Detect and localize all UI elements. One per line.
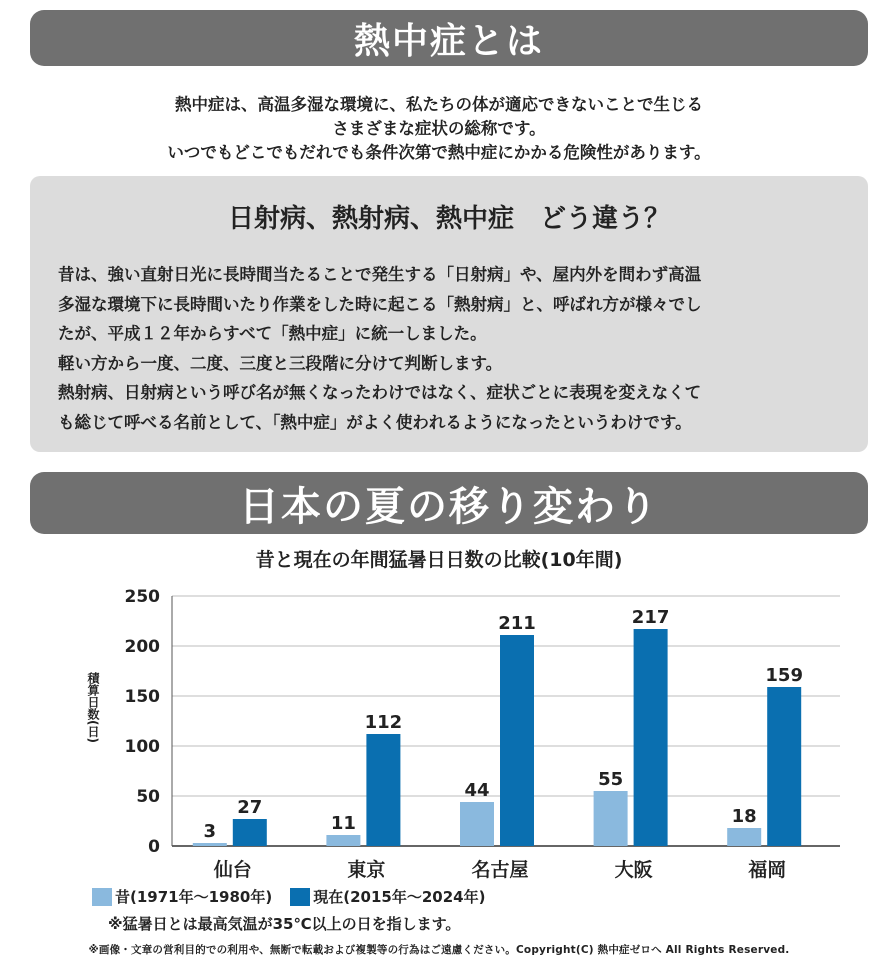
- bar-past: [326, 835, 360, 846]
- x-tick-label: 福岡: [748, 859, 787, 881]
- data-label: 3: [203, 821, 217, 842]
- data-label: 27: [237, 797, 263, 818]
- y-axis-label: 積算日数(日): [86, 672, 100, 743]
- info-box-title: 日射病、熱射病、熱中症 どう違う？: [227, 204, 670, 234]
- chart-legend: [92, 886, 503, 907]
- legend-label-present: 現在(2015年〜2024年): [313, 888, 486, 906]
- y-tick-label: 200: [124, 637, 160, 657]
- bar-present: [366, 734, 400, 846]
- legend-swatch-past: [92, 888, 112, 906]
- footnote: ※猛暑日とは最高気温が35℃以上の日を指します。: [108, 915, 461, 933]
- bar-past: [460, 802, 494, 846]
- x-tick-label: 大阪: [614, 859, 653, 881]
- data-label: 217: [631, 607, 670, 628]
- bar-present: [233, 819, 267, 846]
- y-tick-label: 0: [148, 837, 160, 857]
- x-tick-label: 東京: [347, 859, 386, 881]
- info-line: 多湿な環境下に長時間いたり作業をした時に起こる「熱射病」と、呼ばれ方が様々でし: [58, 294, 702, 314]
- info-line: 昔は、強い直射日光に長時間当たることで発生する「日射病」や、屋内外を問わず高温: [58, 265, 702, 284]
- bar-past: [727, 828, 761, 846]
- copyright: ※画像・文章の営利目的での利用や、無断で転載および複製等の行為はご遠慮ください。Copyright(C) 熱中症ゼロへ All Rights Reserved.: [88, 944, 790, 956]
- legend-swatch-present: [290, 888, 310, 906]
- data-label: 112: [364, 712, 403, 733]
- legend-item-past: [92, 886, 272, 907]
- intro-line: 熱中症は、高温多湿な環境に、私たちの体が適応できないことで生じる: [175, 95, 703, 114]
- bar-past: [594, 791, 628, 846]
- y-tick-label: 150: [124, 687, 160, 707]
- info-line: も総じて呼べる名前として、「熱中症」がよく使われるようになったというわけです。: [58, 412, 692, 432]
- data-label: 55: [598, 769, 624, 790]
- section-title: 熱中症とは: [353, 20, 544, 62]
- data-label: 211: [498, 613, 536, 634]
- intro-line: いつでもどこでもだれでも条件次第で熱中症にかかる危険性があります。: [167, 143, 711, 162]
- bar-present: [500, 635, 534, 846]
- y-tick-label: 100: [124, 737, 160, 757]
- x-tick-label: 名古屋: [471, 859, 529, 881]
- data-label: 44: [464, 780, 490, 801]
- y-tick-label: 50: [136, 787, 160, 807]
- y-tick-label: 250: [124, 587, 160, 607]
- legend-label-past: 昔(1971年〜1980年): [115, 888, 273, 906]
- info-line: たが、平成１２年からすべて「熱中症」に統一しました。: [58, 324, 487, 343]
- x-tick-label: 仙台: [213, 859, 252, 881]
- section-title: 日本の夏の移り変わり: [239, 483, 659, 530]
- data-label: 18: [731, 806, 757, 827]
- data-label: 159: [765, 665, 803, 686]
- bar-present: [767, 687, 801, 846]
- legend-item-present: [290, 886, 485, 907]
- info-line: 軽い方から一度、二度、三度と三段階に分けて判断します。: [58, 353, 503, 373]
- chart-title: 昔と現在の年間猛暑日日数の比較(10年間): [255, 549, 623, 571]
- info-line: 熱射病、日射病という呼び名が無くなったわけではなく、症状ごとに表現を変えなくて: [58, 383, 702, 402]
- intro-line: さまざまな症状の総称です。: [332, 119, 546, 138]
- bar-past: [193, 843, 227, 846]
- data-label: 11: [330, 813, 356, 834]
- bar-present: [634, 629, 668, 846]
